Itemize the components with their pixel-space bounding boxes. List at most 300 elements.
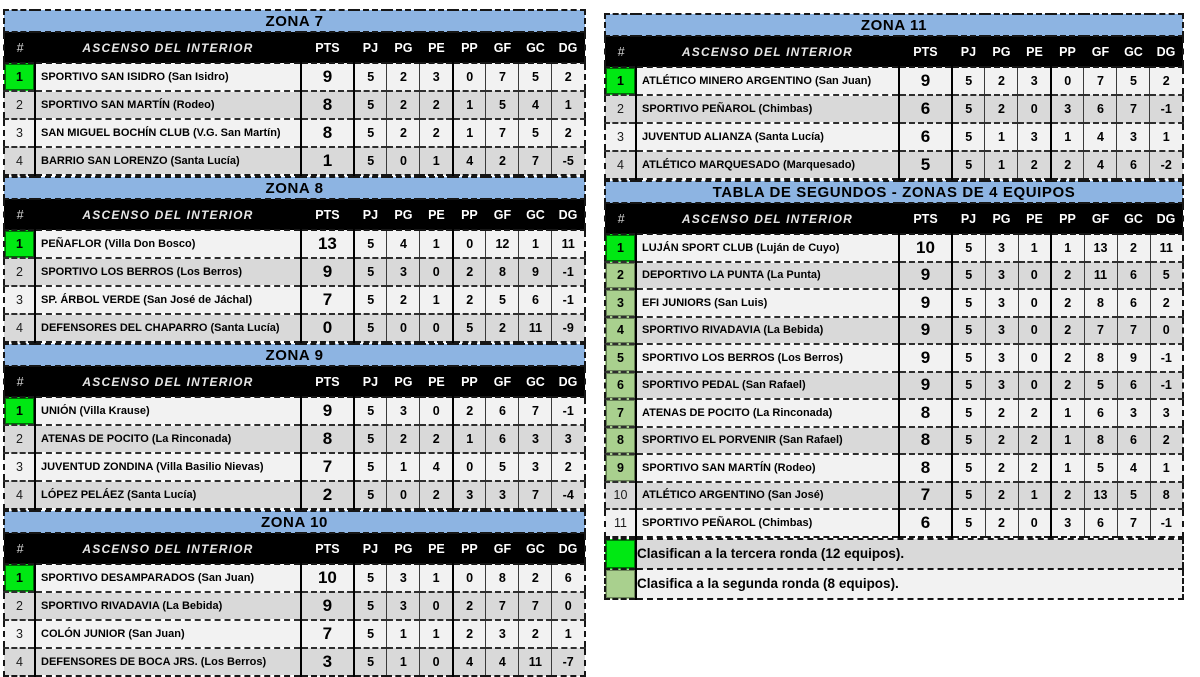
- pg-cell: 3: [985, 289, 1018, 317]
- gf-cell: 8: [1084, 344, 1117, 372]
- team-cell: SPORTIVO DESAMPARADOS (San Juan): [35, 564, 301, 592]
- standings-table-zona-7: [3, 9, 586, 176]
- dg-cell: 8: [1150, 482, 1183, 510]
- table-row: [4, 648, 585, 676]
- dg-cell: 1: [552, 91, 585, 119]
- pg-cell: 0: [387, 481, 420, 509]
- pe-cell: 0: [1018, 372, 1051, 400]
- table-row: [605, 454, 1183, 482]
- table-title: ZONA 9: [4, 344, 585, 366]
- rank-cell: 9: [605, 454, 636, 482]
- table-row: [4, 397, 585, 425]
- rank-cell: 3: [4, 620, 35, 648]
- rank-cell: 10: [605, 482, 636, 510]
- pj-cell: 5: [354, 592, 387, 620]
- table-row: [4, 91, 585, 119]
- pg-cell: 1: [985, 151, 1018, 179]
- pe-cell: 1: [1018, 482, 1051, 510]
- gf-cell: 12: [486, 230, 519, 258]
- table-title-row: [605, 14, 1183, 36]
- table-row: [605, 509, 1183, 537]
- table-title-row: [4, 10, 585, 32]
- dg-cell: 2: [1150, 427, 1183, 455]
- pe-cell: 1: [420, 230, 453, 258]
- table-title-row: [4, 344, 585, 366]
- dg-cell: -1: [1150, 344, 1183, 372]
- gc-cell: 2: [519, 564, 552, 592]
- table-row: [4, 425, 585, 453]
- column-header-row: [4, 533, 585, 564]
- pp-cell: 1: [1051, 427, 1084, 455]
- pts-cell: 7: [301, 453, 354, 481]
- pg-cell: 3: [985, 317, 1018, 345]
- pg-cell: 1: [387, 620, 420, 648]
- pg-cell: 2: [985, 454, 1018, 482]
- column-header-pp: PP: [453, 533, 486, 564]
- dg-cell: 2: [552, 119, 585, 147]
- column-header-pts: PTS: [301, 366, 354, 397]
- pp-cell: 4: [453, 147, 486, 175]
- pg-cell: 2: [387, 91, 420, 119]
- pg-cell: 2: [985, 482, 1018, 510]
- dg-cell: -1: [1160, 515, 1172, 530]
- column-header-pts: PTS: [899, 36, 952, 67]
- rank-cell: 4: [4, 481, 35, 509]
- column-header-pg: PG: [387, 199, 420, 230]
- table-row: [4, 592, 585, 620]
- dg-cell: 3: [552, 425, 585, 453]
- pe-cell: 2: [420, 425, 453, 453]
- team-cell: ATLÉTICO MINERO ARGENTINO (San Juan): [636, 67, 899, 95]
- pe-cell: 2: [1018, 151, 1051, 179]
- pts-cell: 6: [899, 123, 952, 151]
- pe-cell: 3: [1018, 123, 1051, 151]
- pp-cell: 0: [453, 453, 486, 481]
- gc-cell: 6: [1117, 289, 1150, 317]
- column-header-dg: DG: [552, 199, 585, 230]
- column-header-pp: PP: [1051, 36, 1084, 67]
- rank-cell: 7: [605, 399, 636, 427]
- pj-cell: 5: [354, 314, 387, 342]
- table-row: [4, 258, 585, 286]
- column-header-pp: PP: [453, 32, 486, 63]
- gf-cell: 4: [1084, 123, 1117, 151]
- pg-cell: 2: [387, 286, 420, 314]
- pp-cell: 2: [1051, 317, 1084, 345]
- pp-cell: 2: [453, 258, 486, 286]
- team-cell: SPORTIVO LOS BERROS (Los Berros): [35, 258, 301, 286]
- gc-cell: 11: [519, 648, 552, 676]
- pe-cell: 2: [420, 481, 453, 509]
- gc-cell: 9: [519, 258, 552, 286]
- rank-cell: 3: [605, 123, 636, 151]
- rank-cell: 2: [4, 425, 35, 453]
- pp-cell: 1: [1051, 123, 1084, 151]
- team-cell: JUVENTUD ZONDINA (Villa Basilio Nievas): [35, 453, 301, 481]
- pj-cell: 5: [952, 509, 985, 537]
- pg-cell: 2: [387, 63, 420, 91]
- column-header-gf: GF: [1084, 203, 1117, 234]
- team-cell: JUVENTUD ALIANZA (Santa Lucía): [636, 123, 899, 151]
- pts-cell: 9: [899, 289, 952, 317]
- column-header-row: [605, 36, 1183, 67]
- team-cell: PEÑAFLOR (Villa Don Bosco): [35, 230, 301, 258]
- dg-cell: 1: [552, 620, 585, 648]
- pts-cell: 0: [301, 314, 354, 342]
- pj-cell: 5: [354, 258, 387, 286]
- pts-cell: 8: [301, 119, 354, 147]
- pts-cell: 9: [301, 592, 354, 620]
- gc-cell: 7: [519, 481, 552, 509]
- gc-cell: 11: [519, 314, 552, 342]
- legend-text: Clasifica a la segunda ronda (8 equipos).: [636, 569, 1183, 599]
- dg-cell: -1: [1150, 372, 1183, 400]
- gc-cell: 3: [1117, 399, 1150, 427]
- column-header-pg: PG: [387, 533, 420, 564]
- pe-cell: 0: [420, 592, 453, 620]
- team-cell: SAN MIGUEL BOCHÍN CLUB (V.G. San Martín): [35, 119, 301, 147]
- pj-cell: 5: [952, 399, 985, 427]
- rank-cell: 6: [605, 372, 636, 400]
- dg-cell: 3: [1150, 399, 1183, 427]
- pg-cell: 0: [387, 147, 420, 175]
- table-title-row: [605, 181, 1183, 203]
- team-cell: SPORTIVO SAN ISIDRO (San Isidro): [35, 63, 301, 91]
- pp-cell: 1: [1051, 454, 1084, 482]
- team-cell: DEPORTIVO LA PUNTA (La Punta): [636, 262, 899, 290]
- pj-cell: 5: [354, 620, 387, 648]
- column-header-gf: GF: [486, 32, 519, 63]
- gf-cell: 6: [486, 397, 519, 425]
- table-row: [4, 564, 585, 592]
- pp-cell: 3: [453, 481, 486, 509]
- pe-cell: 0: [420, 258, 453, 286]
- pg-cell: 2: [387, 119, 420, 147]
- pts-cell: 2: [301, 481, 354, 509]
- pp-cell: 1: [453, 91, 486, 119]
- gf-cell: 7: [486, 119, 519, 147]
- pp-cell: 2: [453, 397, 486, 425]
- pe-cell: 2: [1018, 454, 1051, 482]
- pp-cell: 1: [1051, 234, 1084, 262]
- gf-cell: 8: [486, 258, 519, 286]
- pg-cell: 3: [387, 258, 420, 286]
- gc-cell: 3: [519, 425, 552, 453]
- pts-cell: 10: [899, 234, 952, 262]
- pg-cell: 3: [985, 372, 1018, 400]
- pj-cell: 5: [354, 397, 387, 425]
- gc-cell: 7: [519, 397, 552, 425]
- table-title: ZONA 7: [4, 10, 585, 32]
- team-cell: EFI JUNIORS (San Luis): [636, 289, 899, 317]
- pts-cell: 9: [301, 397, 354, 425]
- pj-cell: 5: [952, 372, 985, 400]
- column-header-ascenso-del-interior: ASCENSO DEL INTERIOR: [636, 203, 899, 234]
- pj-cell: 5: [354, 230, 387, 258]
- gf-cell: 13: [1084, 234, 1117, 262]
- legend-swatch-lightgreen: [605, 569, 636, 599]
- pp-cell: 2: [1051, 372, 1084, 400]
- rank-cell: 8: [605, 427, 636, 455]
- pj-cell: 5: [952, 344, 985, 372]
- pe-cell: 1: [420, 564, 453, 592]
- pg-cell: 1: [387, 453, 420, 481]
- gf-cell: 5: [486, 286, 519, 314]
- pg-cell: 2: [387, 425, 420, 453]
- column-header-dg: DG: [1150, 203, 1183, 234]
- gf-cell: 5: [486, 91, 519, 119]
- pg-cell: 2: [985, 427, 1018, 455]
- column-header-pp: PP: [453, 199, 486, 230]
- rank-cell: 1: [605, 234, 636, 262]
- standings-table-zona-11: [604, 13, 1184, 180]
- column-header-rank: #: [4, 199, 35, 230]
- gc-cell: 3: [1117, 123, 1150, 151]
- gc-cell: 4: [519, 91, 552, 119]
- pe-cell: 0: [1018, 95, 1051, 123]
- column-header-rank: #: [4, 366, 35, 397]
- column-header-ascenso-del-interior: ASCENSO DEL INTERIOR: [636, 36, 899, 67]
- column-header-gc: GC: [519, 366, 552, 397]
- gc-cell: 2: [1117, 234, 1150, 262]
- pe-cell: 0: [1018, 289, 1051, 317]
- legend-item: [605, 539, 1183, 569]
- gc-cell: 5: [519, 63, 552, 91]
- dg-cell: -1: [552, 286, 585, 314]
- pg-cell: 3: [985, 344, 1018, 372]
- legend-swatch-green: [605, 539, 636, 569]
- pe-cell: 0: [1018, 317, 1051, 345]
- gf-cell: 8: [486, 564, 519, 592]
- rank-cell: 1: [4, 397, 35, 425]
- gc-cell: 5: [1117, 67, 1150, 95]
- pg-cell: 3: [387, 592, 420, 620]
- team-cell: SPORTIVO RIVADAVIA (La Bebida): [35, 592, 301, 620]
- rank-cell: 2: [4, 592, 35, 620]
- legend-item: [605, 569, 1183, 599]
- column-header-ascenso-del-interior: ASCENSO DEL INTERIOR: [35, 533, 301, 564]
- pts-cell: 8: [899, 427, 952, 455]
- column-header-gf: GF: [486, 199, 519, 230]
- pj-cell: 5: [354, 286, 387, 314]
- pp-cell: 0: [453, 63, 486, 91]
- table-row: [4, 230, 585, 258]
- table-row: [605, 427, 1183, 455]
- pe-cell: 1: [1018, 234, 1051, 262]
- rank-cell: 1: [605, 67, 636, 95]
- column-header-gc: GC: [519, 533, 552, 564]
- pj-cell: 5: [952, 123, 985, 151]
- pp-cell: 1: [453, 119, 486, 147]
- legend-text: Clasifican a la tercera ronda (12 equipos).: [636, 539, 1183, 569]
- pts-cell: 7: [899, 482, 952, 510]
- dg-cell: 11: [1150, 234, 1183, 262]
- column-header-rank: #: [605, 203, 636, 234]
- team-cell: ATLÉTICO MARQUESADO (Marquesado): [636, 151, 899, 179]
- column-header-pj: PJ: [354, 533, 387, 564]
- pj-cell: 5: [354, 91, 387, 119]
- column-header-ascenso-del-interior: ASCENSO DEL INTERIOR: [35, 32, 301, 63]
- column-header-ascenso-del-interior: ASCENSO DEL INTERIOR: [35, 199, 301, 230]
- dg-cell: 2: [552, 453, 585, 481]
- pj-cell: 5: [354, 453, 387, 481]
- pts-cell: 8: [899, 454, 952, 482]
- column-header-pg: PG: [985, 36, 1018, 67]
- table-title-row: [4, 177, 585, 199]
- column-header-pg: PG: [387, 32, 420, 63]
- column-header-rank: #: [4, 533, 35, 564]
- pe-cell: 2: [420, 91, 453, 119]
- legend: [604, 538, 1184, 600]
- dg-cell: -1: [552, 397, 585, 425]
- gc-cell: 3: [519, 453, 552, 481]
- dg-cell: 0: [552, 592, 585, 620]
- column-header-ascenso-del-interior: ASCENSO DEL INTERIOR: [35, 366, 301, 397]
- pp-cell: 1: [453, 425, 486, 453]
- pg-cell: 2: [985, 399, 1018, 427]
- pg-cell: 1: [387, 648, 420, 676]
- table-row: [605, 67, 1183, 95]
- pg-cell: 2: [985, 67, 1018, 95]
- rank-cell: 1: [4, 230, 35, 258]
- table-row: [605, 123, 1183, 151]
- pg-cell: 2: [985, 95, 1018, 123]
- dg-cell: -1: [1150, 95, 1183, 123]
- rank-cell: 4: [4, 314, 35, 342]
- pts-cell: 8: [301, 425, 354, 453]
- gf-cell: 4: [486, 648, 519, 676]
- column-header-pg: PG: [387, 366, 420, 397]
- table-row: [4, 119, 585, 147]
- pe-cell: 0: [1018, 344, 1051, 372]
- column-header-row: [605, 203, 1183, 234]
- table-row: [605, 289, 1183, 317]
- column-header-dg: DG: [552, 32, 585, 63]
- pp-cell: 1: [1051, 399, 1084, 427]
- gf-cell: 5: [1084, 454, 1117, 482]
- pts-cell: 7: [301, 620, 354, 648]
- gc-cell: 5: [1117, 482, 1150, 510]
- rank-cell: 2: [4, 258, 35, 286]
- team-cell: SPORTIVO PEDAL (San Rafael): [636, 372, 899, 400]
- pg-cell: 3: [387, 397, 420, 425]
- standings-table-tabla-segundos: [604, 180, 1184, 538]
- dg-cell: 0: [1150, 317, 1183, 345]
- column-header-pe: PE: [420, 533, 453, 564]
- rank-cell: 3: [605, 289, 636, 317]
- rank-cell: 4: [4, 147, 35, 175]
- pts-cell: 8: [301, 91, 354, 119]
- gf-cell: 7: [486, 592, 519, 620]
- column-header-gc: GC: [519, 32, 552, 63]
- column-header-rank: #: [605, 36, 636, 67]
- pp-cell: 2: [453, 286, 486, 314]
- table-row: [605, 482, 1183, 510]
- rank-cell: 4: [605, 151, 636, 179]
- pts-cell: 9: [301, 63, 354, 91]
- column-header-rank: #: [4, 32, 35, 63]
- dg-cell: 2: [1150, 67, 1183, 95]
- pp-cell: 2: [453, 592, 486, 620]
- table-row: [4, 314, 585, 342]
- pts-cell: 5: [899, 151, 952, 179]
- gf-cell: 6: [1084, 509, 1117, 537]
- column-header-pj: PJ: [952, 36, 985, 67]
- pts-cell: 13: [301, 230, 354, 258]
- dg-cell: 2: [1150, 289, 1183, 317]
- rank-cell: 3: [4, 453, 35, 481]
- gc-cell: 7: [519, 592, 552, 620]
- column-header-pj: PJ: [354, 32, 387, 63]
- pp-cell: 2: [1051, 289, 1084, 317]
- dg-cell: -4: [562, 488, 574, 502]
- standings-table-zona-9: [3, 343, 586, 510]
- team-cell: SPORTIVO SAN MARTÍN (Rodeo): [636, 454, 899, 482]
- pj-cell: 5: [952, 482, 985, 510]
- rank-cell: 4: [4, 648, 35, 676]
- gc-cell: 5: [519, 119, 552, 147]
- gf-cell: 6: [1084, 399, 1117, 427]
- rank-cell: 4: [605, 317, 636, 345]
- pg-cell: 3: [387, 564, 420, 592]
- table-row: [605, 399, 1183, 427]
- gf-cell: 11: [1084, 262, 1117, 290]
- table-row: [605, 344, 1183, 372]
- table-row: [4, 63, 585, 91]
- gc-cell: 7: [1117, 317, 1150, 345]
- column-header-pj: PJ: [952, 203, 985, 234]
- dg-cell: -2: [1160, 158, 1172, 172]
- gc-cell: 6: [519, 286, 552, 314]
- column-header-row: [4, 366, 585, 397]
- pts-cell: 9: [301, 258, 354, 286]
- rank-cell: 3: [4, 119, 35, 147]
- gc-cell: 7: [1117, 509, 1150, 537]
- table-title: ZONA 11: [605, 14, 1183, 36]
- gc-cell: 9: [1117, 344, 1150, 372]
- pj-cell: 5: [952, 427, 985, 455]
- gc-cell: 6: [1117, 262, 1150, 290]
- table-row: [605, 95, 1183, 123]
- pp-cell: 0: [453, 564, 486, 592]
- team-cell: ATENAS DE POCITO (La Rinconada): [636, 399, 899, 427]
- pj-cell: 5: [354, 481, 387, 509]
- pp-cell: 5: [453, 314, 486, 342]
- gc-cell: 6: [1117, 151, 1150, 179]
- pp-cell: 2: [1051, 151, 1084, 179]
- table-title: TABLA DE SEGUNDOS - ZONAS DE 4 EQUIPOS: [605, 181, 1183, 203]
- table-row: [605, 151, 1183, 179]
- pts-cell: 9: [899, 317, 952, 345]
- team-cell: LÓPEZ PELÁEZ (Santa Lucía): [35, 481, 301, 509]
- pj-cell: 5: [354, 63, 387, 91]
- table-title: ZONA 10: [4, 511, 585, 533]
- gc-cell: 7: [519, 147, 552, 175]
- team-cell: ATENAS DE POCITO (La Rinconada): [35, 425, 301, 453]
- pp-cell: 3: [1051, 509, 1084, 537]
- column-header-gf: GF: [486, 533, 519, 564]
- pts-cell: 9: [899, 262, 952, 290]
- table-row: [605, 234, 1183, 262]
- column-header-pts: PTS: [899, 203, 952, 234]
- pts-cell: 9: [899, 344, 952, 372]
- column-header-pp: PP: [1051, 203, 1084, 234]
- pj-cell: 5: [354, 119, 387, 147]
- pe-cell: 2: [1018, 427, 1051, 455]
- pj-cell: 5: [952, 454, 985, 482]
- pg-cell: 3: [985, 234, 1018, 262]
- column-header-dg: DG: [1150, 36, 1183, 67]
